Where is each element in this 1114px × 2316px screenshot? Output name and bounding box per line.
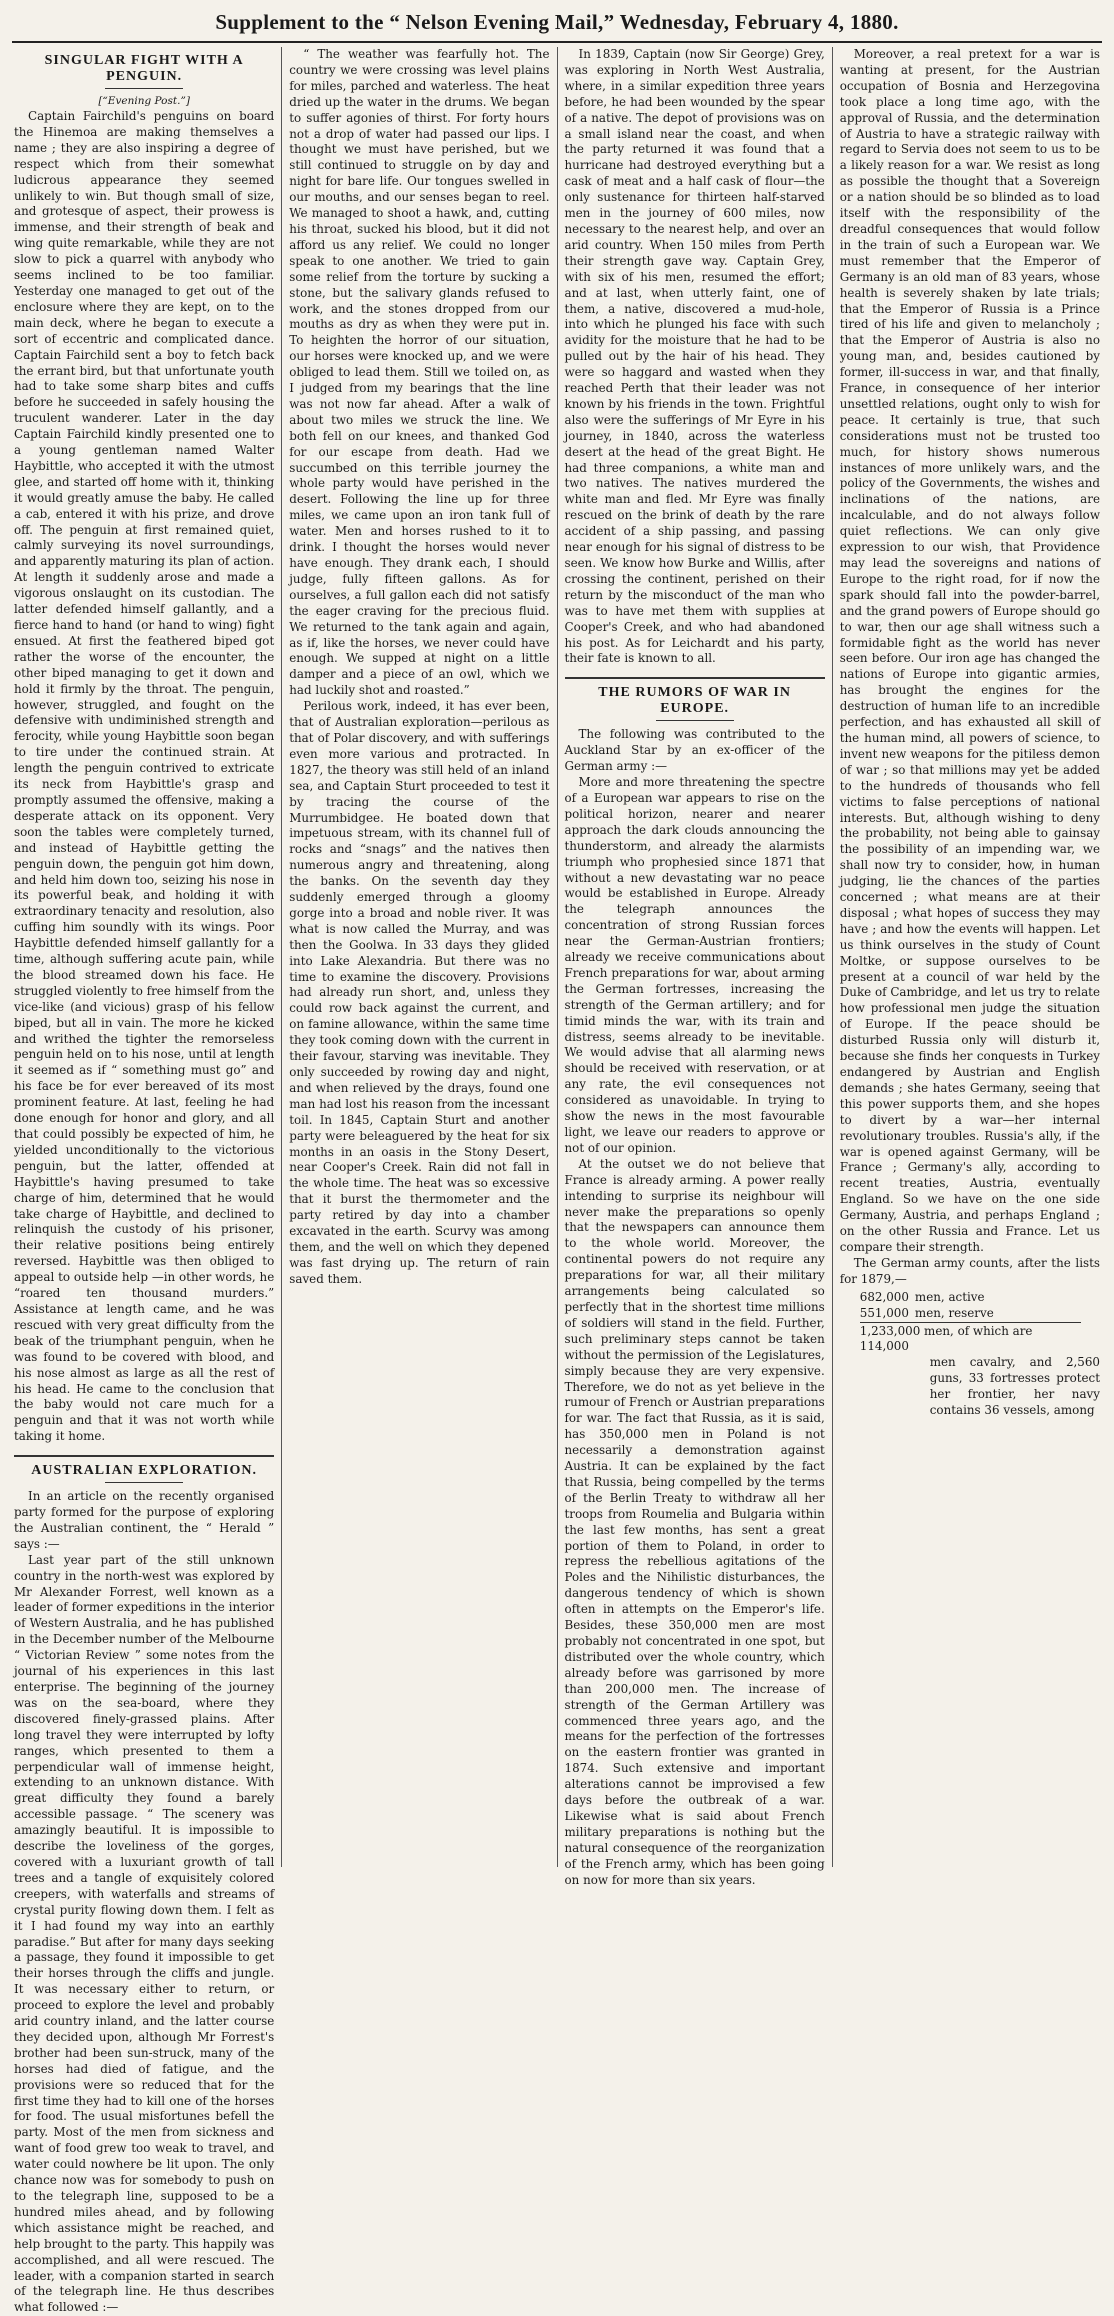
war-headline: THE RUMORS OF WAR IN EUROPE. — [598, 685, 791, 717]
army-row — [840, 1306, 1100, 1322]
exploration-intro: In an article on the recently organised party formed for the purpose of exploring the Australian continent, the “ Herald ” says :— — [14, 1489, 275, 1551]
army-total: 1,233,000 men, of which are 114,000 — [860, 1322, 1081, 1356]
war-paragraph-3: Moreover, a real pretext for a war is wanting at present, for the Austrian occupation of Bosnia and Herzegovina took place a long time ago, with the approval of Russia, and the determination of Austria to have a strategic railway with regard to Servia does not seem to us to be a likely reason for a war. We resist as long as possible the thought that a Sovereign or a nation should be so blinded as to load itself with the responsibility of the dreadful consequences that would follow in the train of such a European war. We must remember that the Emperor of Germany is an old man of 83 years, whose health is severely shaken by late trials; that the Emperor of Russia is a Prince tired of his life and given to melancholy ; that the Emperor of Austria is also no young man, and, besides cautioned by former, ill-success in war, and that finally, France, in consequence of her interior unsettled relations, ought only to wish for peace. It certainly is true, that such considerations must not be trusted too much, for history shows numerous instances of more unlikely wars, and the policy of the Governments, the wishes and inclinations of the nations, are incalculable, and do not always follow quiet reflections. We can only give expression to our wish, that Providence may lead the sovereigns and nations of Europe to the right road, for if now the spark should fall into the powder-barrel, and the grand powers of Europe should go to war, then our age shall witness such a formidable fight as the world has never seen before. Our iron age has changed the nations of Europe into gigantic armies, has brought the engines for the destruction of human life to an incredible perfection, and has exhausted all skill of the human mind, all powers of science, to invent new weapons for the pitiless demon of war ; so that millions may yet be added to the hundreds of thousands who fell victims to false perceptions of national interests. But, although wishing to deny the probability, not being able to gainsay the possibility of an impending war, we shall now try to consider, how, in human judging, lie the chances of the parties concerned ; what means are at their disposal ; what hopes of success they may have ; and how the events will happen. Let us think ourselves in the study of Count Moltke, or suppose ourselves to be present at a council of war held by the Duke of Cambridge, and let us try to relate how professional men judge the situation of Europe. If the peace should be disturbed Russia only will disturb it, because she finds her conquests in Turkey endangered by Austrian and English demands ; she hates Germany, seeing that this power supports them, and she hopes to divert by a war—her internal revolutionary troubles. Russia's ally, if the war is opened against Germany, will be France ; Germany's ally, according to recent treaties, Austria, eventually England. So we have on the one side Germany, Austria, and perhaps England ; on the other Russia and France. Let us compare their strength. — [839, 47, 1100, 1254]
german-army-table — [840, 1290, 1100, 1419]
war-paragraph-1: More and more threatening the spectre of a European war appears to rise on the political horizon, nearer and nearer approach the dark clouds announcing the thunderstorm, and already the alarmists triumph who prophesied since 1871 that without a new devastating war no peace would be established in Europe. Already the telegraph announces the concentration of strong Russian forces near the German-Austrian frontiers; already we receive communications about French preparations for war, about arming the German fortresses, increasing the strength of the German artillery; and for timid minds the war, with its train and distress, seems already to be inevitable. We would advise that all alarming news should be received with reservation, or at any rate, the evil consequences not considered as unavoidable. In trying to show the news in the most favourable light, we leave our readers to approve or not of our opinion. — [564, 775, 825, 1155]
exploration-paragraph-2: Perilous work, indeed, it has ever been, that of Australian exploration—perilous as that of Polar discovery, and with sufferings even more various and protracted. In 1827, the theory was still held of an inland sea, and Captain Sturt proceeded to test it by tracing the course of the Murrumbidgee. He boated down that impetuous stream, with its channel full of rocks and “snags” and the natives then numerous angry and threatening, along the banks. On the seventh day they suddenly emerged through a gloomy gorge into a broad and noble river. It was what is now called the Murray, and was then the Goolwa. In 33 days they glided into Lake Alexandria. But there was no time to examine the discovery. Provisions had already run short, and, unless they could row back against the current, and on famine allowance, within the same time they took coming down with the current in their favour, starving was inevitable. They only succeeded by rowing day and night, and when relieved by the drays, found one man had lost his reason from the incessant toil. In 1845, Captain Sturt and another party were beleaguered by the heat for six months in an oasis in the Stony Desert, near Cooper's Creek. Rain did not fall in the whole time. The heat was so excessive that it burst the thermometer and the party retired by day into a chamber excavated in the earth. Scurvy was among them, and the well on which they depened was fast drying up. The return of rain saved them. — [289, 699, 550, 1286]
army-row-label: men, active — [914, 1289, 985, 1304]
columns — [12, 47, 1102, 2315]
army-tail-text: men cavalry, and 2,560 guns, 33 fortresses protect her frontier, her navy contains 36 vessels, among — [929, 1355, 1100, 1418]
war-paragraph-4: The German army counts, after the lists for 1879,— — [839, 1255, 1100, 1286]
army-row-number: 551,000 — [859, 1305, 909, 1320]
column-1 — [12, 47, 281, 2315]
penguin-headline: SINGULAR FIGHT WITH A PENGUIN. — [44, 53, 244, 84]
war-intro: The following was contributed to the Auckland Star by an ex-officer of the German army :— — [564, 727, 825, 774]
war-paragraph-2: At the outset we do not believe that France is already arming. A power really intending to surprise its neighbour will never make the preparations so openly that the newspapers can announce them to the whole world. Moreover, the continental powers do not require any preparations for war, all their military arrangements being calculated so perfectly that in the shortest time millions of soldiers will stand in the field. Further, such preliminary steps cannot be taken without the permission of the Legislatures, simply because they are very expensive. Therefore, we do not as yet believe in the rumour of French or Austrian preparations for war. The fact that Russia, as it is said, has 350,000 men in Poland is not necessarily a demonstration against Austria. It can be explained by the fact that Russia, being compelled by the terms of the Berlin Treaty to withdraw all her troops from Roumelia and Bulgaria within the last few months, has sent a great portion of them to Poland, in order to repress the rebellious agitations of the Poles and the Nihilistic disturbances, the dangerous tendency of which is shown often in attempts on the Emperor's life. Besides, these 350,000 men are most probably not concentrated in one spot, but distributed over the whole country, which already before was garrisoned by more than 200,000 men. The increase of strength of the German Artillery was commenced three years ago, and the means for the perfection of the fortresses on the eastern frontier was granted in 1874. Such extensive and important alterations cannot be improvised a few days before the outbreak of a war. Likewise what is said about French military preparations is nothing but the natural consequence of the reorganization of the French army, which has been going on now for more than six years. — [564, 1156, 825, 1887]
exploration-headline: AUSTRALIAN EXPLORATION. — [31, 1463, 258, 1479]
exploration-quote: “ The weather was fearfully hot. The country we were crossing was level plains for miles, parched and waterless. The heat dried up the water in the drums. We began to suffer agonies of thirst. For forty hours not a drop of water had passed our lips. I thought we must have perished, but we still continued to struggle on by day and night for bare life. Our tongues swelled in our mouths, and our senses began to reel. We managed to shoot a hawk, and, cutting his throat, sucked his blood, but it did not afford us any relief. We could no longer speak to one another. We tried to gain some relief from the torture by sucking a stone, but the salivary glands refused to work, and the stones dropped from our mouths as dry as when they were put in. To heighten the horror of our situation, our horses were knocked up, and we were obliged to lead them. Still we toiled on, as I judged from my bearings that the line was not now far ahead. After a walk of about two miles we struck the line. We both fell on our knees, and thanked God for our escape from death. Had we succumbed on this terrible journey the whole party would have perished in the desert. Following the line up for three miles, we came upon an iron tank full of water. Men and horses rushed to it to drink. I thought the horses would never have enough. They drank each, I should judge, fully fifteen gallons. As for ourselves, a full gallon each did not satisfy the eager craving for the precious fluid. We returned to the tank again and again, as if, like the horses, we never could have enough. We supped at night on a little damper and a piece of an owl, which we had luckily shot and roasted.” — [289, 47, 550, 698]
masthead: Supplement to the “ Nelson Evening Mail,” Wednesday, February 4, 1880. — [12, 8, 1102, 43]
penguin-byline: [“Evening Post.”] — [98, 95, 190, 107]
army-row-label: men, reserve — [914, 1305, 994, 1320]
section-divider — [14, 1455, 274, 1457]
exploration-paragraph-1: Last year part of the still unknown country in the north-west was explored by Mr Alexander Forrest, well known as a leader of former expeditions in the interior of Western Australia, and he has published in the December number of the Melbourne “ Victorian Review ” some notes from the journal of his experiences in this last enterprise. The beginning of the journey was on the sea-board, where they discovered finely-grassed plains. After long travel they were interrupted by lofty ranges, which presented to them a perpendicular wall of immense height, extending to an unknown distance. With great difficulty they found a barely accessible passage. “ The scenery was amazingly beautiful. It is impossible to describe the loveliness of the gorges, covered with a luxuriant growth of tall trees and a tangle of exquisitely colored creepers, with waterfalls and streams of crystal purity flowing down them. I felt as it I had found my way into an earthly paradise.” But after for many days seeking a passage, they found it impossible to get their horses through the cliffs and jungle. It was necessary either to return, or proceed to explore the level and probably arid country inland, and the latter course they decided upon, although Mr Forrest's brother had been sun-struck, many of the horses had died of fatigue, and the provisions were so reduced that for the first time they had to kill one of the horses for food. The usual misfortunes befell the party. Most of the men from sickness and want of food grew too weak to travel, and water could nowhere be lit upon. The only chance now was for somebody to push on to the telegraph line, supposed to be a hundred miles ahead, and by following which assistance might be reached, and help brought to the party. This happily was accomplished, and all were rescued. The leader, with a companion started in search of the telegraph line. He thus describes what followed :— — [14, 1552, 275, 2315]
headline-rule — [105, 1482, 183, 1483]
section-divider — [565, 677, 825, 679]
army-row-number: 682,000 — [859, 1289, 909, 1304]
penguin-article-text: Captain Fairchild's penguins on board the Hinemoa are making themselves a name ; they are also inspiring a degree of respect which from their somewhat ludicrous appearance they seemed unlikely to win. But though small of size, and grotesque of aspect, their prowess is immense, and their strength of beak and wing quite remarkable, while they are not slow to pick a quarrel with anybody who seems inclined to be too familiar. Yesterday one managed to get out of the enclosure where they are kept, on to the main deck, where he began to execute a sort of eccentric and complicated dance. Captain Fairchild sent a boy to fetch back the errant bird, but that unfortunate youth had to take some sharp bites and cuffs before he succeeded in safely housing the truculent wanderer. Later in the day Captain Fairchild kindly presented one to a young gentleman named Walter Haybittle, who accepted it with the utmost glee, and started off home with it, thinking it would greatly amuse the baby. He called a cab, entered it with his prize, and drove off. The penguin at first remained quiet, calmly surveying its novel surroundings, and apparently maturing its plan of action. At length it suddenly arose and made a vigorous onslaught on its custodian. The latter defended himself gallantly, and a fierce hand to hand (or hand to wing) fight ensued. At first the feathered biped got rather the worse of the encounter, the other biped managing to get it down and hold it firmly by the throat. The penguin, however, struggled, and fought on the defensive with undiminished strength and ferocity, while young Haybittle soon began to tire under the continued strain. At length the penguin contrived to extricate its neck from Haybittle's grasp and promptly assumed the offensive, making a desperate attack on its opponent. Very soon the tables were completely turned, and instead of Haybittle getting the penguin down, the penguin got him down, and held him down too, seizing his nose in its powerful beak, and holding it with extraordinary tenacity and resolution, also cuffing him soundly with its wings. Poor Haybittle defended himself gallantly for a time, although suffering acute pain, while the blood streamed down his face. He struggled violently to free himself from the vice-like (and vicious) grasp of his fellow biped, but all in vain. The more he kicked and writhed the tighter the remorseless penguin held on to his nose, until at length it seemed as if “ something must go” and his face be for ever bereaved of its most prominent feature. At last, feeling he had done enough for honor and glory, and all that could possibly be expected of him, he yielded unconditionally to the victorious penguin, but the latter, offended at Haybittle's having presumed to take charge of him, determined that he would take charge of Haybittle, and declined to relinquish the custody of his prisoner, their relative positions being entirely reversed. Haybittle was then obliged to appeal to outside help —in other words, he “roared ten thousand murders.” Assistance at length came, and he was rescued with very great difficulty from the beak of the triumphant penguin, when he was found to be covered with blood, and his nose almost as large as all the rest of his head. He came to the conclusion that the baby would not care much for a penguin and that it was not worth while taking it home. — [14, 109, 275, 1444]
headline-rule — [656, 720, 734, 721]
column-3 — [557, 47, 832, 1887]
exploration-paragraph-3: In 1839, Captain (now Sir George) Grey, was exploring in North West Australia, where, in a similar expedition three years before, he had been wounded by the spear of a native. The depot of provisions was on a small island near the coast, and when the party returned it was found that a hurricane had destroyed everything but a cask of meat and a half cask of flour—the only sustenance for thirteen half-starved men in the journey of 600 miles, now necessary to the nearest help, and over an arid country. When 150 miles from Perth their strength gave way. Captain Grey, with six of his men, resumed the effort; and at last, when utterly faint, one of them, a native, discovered a mud-hole, into which he plunged his face with such avidity for the moisture that he had to be pulled out by the hair of his head. They were so haggard and wasted when they reached Perth that their leader was not known by his friends in the town. Frightful also were the sufferings of Mr Eyre in his journey, in 1840, across the waterless desert at the head of the great Bight. He had three companions, a white man and two natives. The natives murdered the white man and fled. Mr Eyre was finally rescued on the brink of death by the rare accident of a ship passing, and passing near enough for his signal of distress to be seen. We know how Burke and Willis, after crossing the continent, perished on their return by the misconduct of the man who was to have met them with supplies at Cooper's Creek, and who had abandoned his post. As for Leichardt and his party, their fate is known to all. — [564, 47, 825, 666]
column-4 — [832, 47, 1102, 1867]
column-2 — [281, 47, 556, 1867]
headline-rule — [105, 88, 183, 89]
army-row — [840, 1290, 1100, 1306]
